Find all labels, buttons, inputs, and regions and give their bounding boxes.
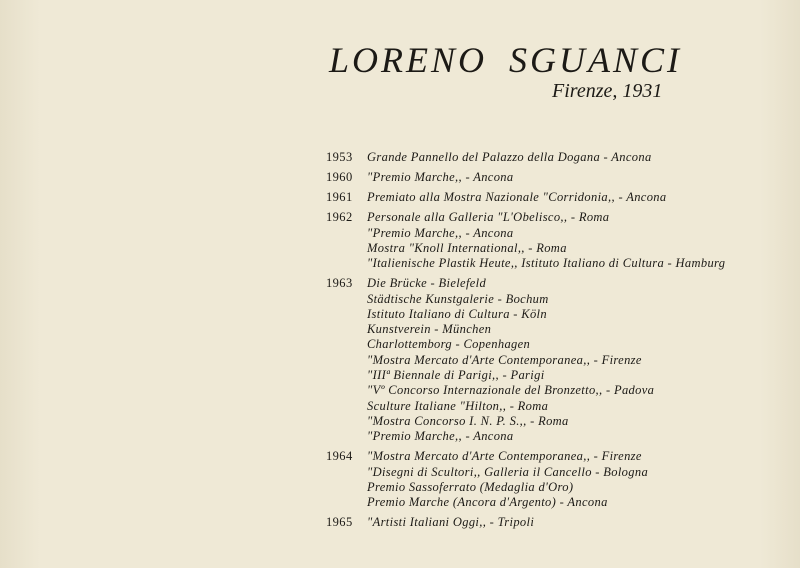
exhibition-entry: Mostra "Knoll International,, - Roma bbox=[367, 240, 567, 255]
year-label: 1960 bbox=[326, 170, 353, 185]
year-label: 1953 bbox=[326, 150, 353, 164]
year-label: 1963 bbox=[326, 276, 353, 291]
exhibition-entry: "Mostra Concorso I. N. P. S.,, - Roma bbox=[367, 413, 569, 428]
exhibition-items bbox=[367, 150, 786, 165]
exhibition-items bbox=[367, 170, 786, 185]
exhibition-entry: "Mostra Mercato d'Arte Contemporanea,, - Firenze bbox=[367, 449, 642, 464]
exhibition-entry: "Artisti Italiani Oggi,, - Tripoli bbox=[367, 515, 535, 530]
exhibition-items bbox=[367, 276, 786, 444]
exhibition-entry: Die Brücke - Bielefeld bbox=[367, 276, 487, 291]
year-label: 1961 bbox=[326, 190, 353, 205]
artist-first-name: LORENO bbox=[329, 40, 488, 80]
exhibition-entry: Premio Sassoferrato (Medaglia d'Oro) bbox=[367, 479, 574, 494]
exhibition-entry: Istituto Italiano di Cultura - Köln bbox=[367, 306, 547, 321]
year-group bbox=[326, 210, 786, 271]
exhibition-entry: "IIIª Biennale di Parigi,, - Parigi bbox=[367, 368, 545, 383]
exhibition-entry: Charlottemborg - Copenhagen bbox=[367, 337, 531, 352]
year-group bbox=[326, 276, 786, 444]
exhibition-entry: Städtische Kunstgalerie - Bochum bbox=[367, 291, 549, 306]
year-group bbox=[326, 515, 786, 530]
year-group bbox=[326, 449, 786, 510]
year-group bbox=[326, 170, 786, 185]
year-label: 1965 bbox=[326, 515, 353, 530]
exhibition-entry: "Vº Concorso Internazionale del Bronzetto,, - Padova bbox=[367, 383, 655, 398]
exhibition-items bbox=[367, 449, 786, 510]
exhibition-items bbox=[367, 515, 786, 530]
year-group bbox=[326, 150, 786, 165]
year-group bbox=[326, 190, 786, 205]
artist-name bbox=[329, 38, 682, 82]
exhibition-entry: "Premio Marche,, - Ancona bbox=[367, 429, 514, 444]
exhibition-items bbox=[367, 190, 786, 205]
exhibition-entry: Grande Pannello del Palazzo della Dogana - Ancona bbox=[367, 150, 652, 164]
year-label: 1962 bbox=[326, 210, 353, 225]
artist-last-name: SGUANCI bbox=[509, 40, 683, 80]
exhibition-entry: "Disegni di Scultori,, Galleria il Cancello - Bologna bbox=[367, 464, 649, 479]
exhibition-items bbox=[367, 210, 786, 271]
birth-place-year: Firenze, 1931 bbox=[552, 80, 663, 102]
exhibition-entry: Personale alla Galleria "L'Obelisco,, - Roma bbox=[367, 210, 610, 225]
exhibition-entry: Premiato alla Mostra Nazionale "Corridonia,, - Ancona bbox=[367, 190, 667, 205]
exhibition-entry: Sculture Italiane "Hilton,, - Roma bbox=[367, 398, 549, 413]
exhibition-entry: Premio Marche (Ancora d'Argento) - Ancona bbox=[367, 495, 608, 510]
exhibition-list bbox=[326, 150, 786, 535]
exhibition-entry: Kunstverein - München bbox=[367, 322, 492, 337]
year-label: 1964 bbox=[326, 449, 353, 464]
exhibition-entry: "Mostra Mercato d'Arte Contemporanea,, - Firenze bbox=[367, 352, 642, 367]
exhibition-entry: "Premio Marche,, - Ancona bbox=[367, 225, 514, 240]
exhibition-entry: "Premio Marche,, - Ancona bbox=[367, 170, 514, 185]
exhibition-entry: "Italienische Plastik Heute,, Istituto Italiano di Cultura - Hamburg bbox=[367, 256, 726, 271]
